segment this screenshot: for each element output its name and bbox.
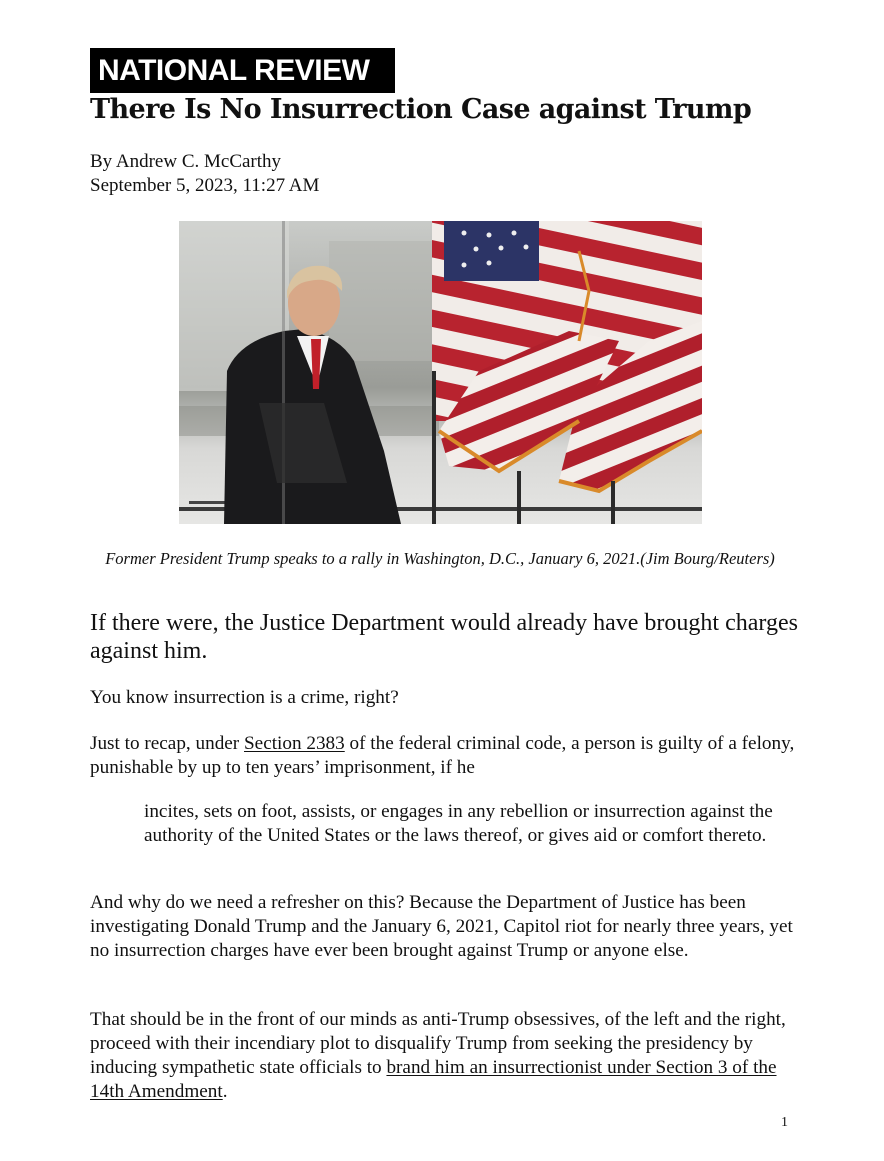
paragraph-1: You know insurrection is a crime, right?	[90, 687, 399, 708]
article-photo	[179, 221, 702, 524]
paragraph-4-text-start: That should be in the front of our minds as anti-Trump obsessives, of the left and the right, proceed with their incendiary plot to disqualify Trump from seeking the presidency by inducing sympathetic state officials to	[90, 1009, 786, 1078]
publication-logo[interactable]: NATIONAL REVIEW	[90, 48, 395, 93]
paragraph-2-text-start: Just to recap, under	[90, 733, 244, 754]
photo-illustration	[179, 221, 702, 524]
photo-caption: Former President Trump speaks to a rally in Washington, D.C., January 6, 2021.(Jim Bourg/Reuters)	[105, 549, 775, 568]
author-byline: By Andrew C. McCarthy	[90, 151, 282, 172]
paragraph-4	[90, 1008, 810, 1104]
paragraph-4-text-end: .	[222, 1081, 228, 1102]
paragraph-2	[90, 732, 810, 780]
page-number: 1	[781, 1115, 788, 1130]
publish-date: September 5, 2023, 11:27 AM	[90, 175, 320, 196]
statute-blockquote: incites, sets on foot, assists, or engages in any rebellion or insurrection against the authority of the United States or the laws thereof, or gives aid or comfort thereto.	[144, 801, 773, 846]
article-dek: If there were, the Justice Department would already have brought charges against him.	[90, 610, 798, 664]
section-2383-link[interactable]: Section 2383	[244, 733, 345, 754]
byline-block	[90, 150, 319, 198]
article-headline: There Is No Insurrection Case against Trump	[90, 94, 752, 125]
paragraph-3: And why do we need a refresher on this? Because the Department of Justice has been investigating Donald Trump and the January 6, 2021, Capitol riot for nearly three years, yet no insurrection charges have ever been brought against Trump or anyone else.	[90, 892, 793, 961]
section-3-14th-amendment-link[interactable]: brand him an insurrectionist under Section 3 of the 14th Amendment	[90, 1057, 777, 1102]
paragraph-2-text-end: of the federal criminal code, a person is guilty of a felony, punishable by up to ten years’ imprisonment, if he	[90, 733, 795, 778]
